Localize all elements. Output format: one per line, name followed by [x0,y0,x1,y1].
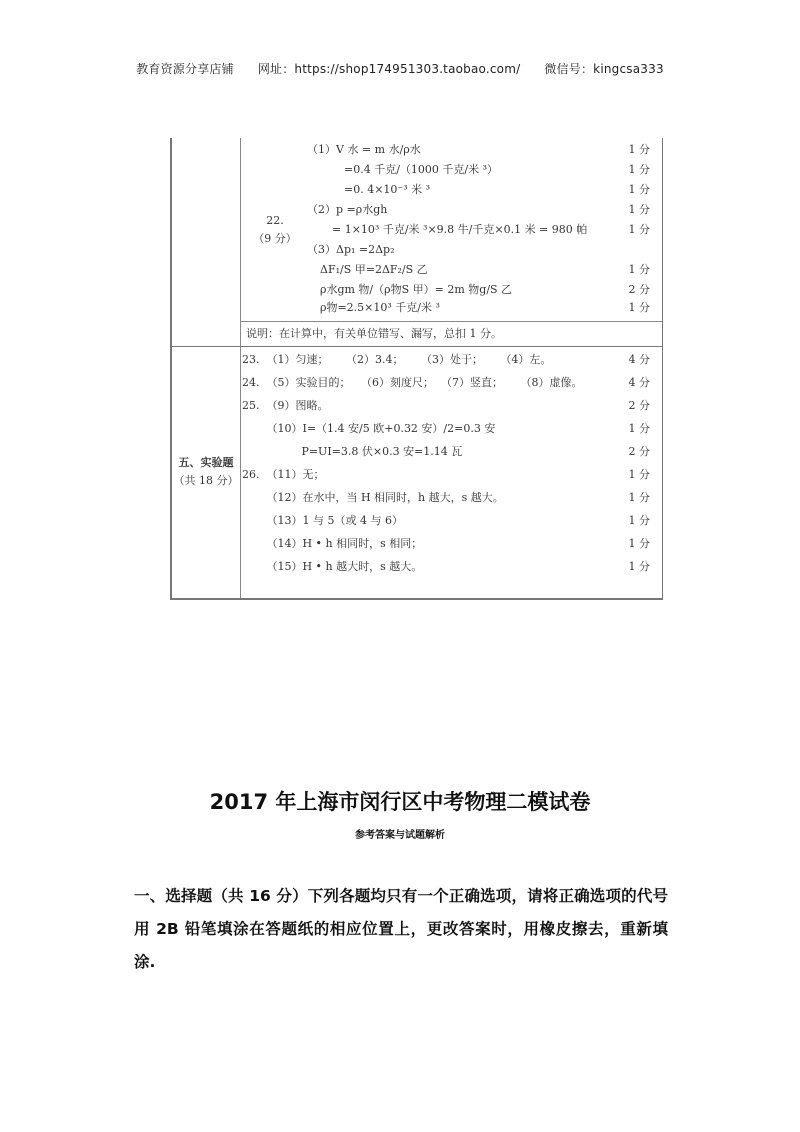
table-row: （1）V 水 = m 水/ρ水 1 分 [307,143,650,156]
table-row: 24. （5）实验目的； （6）刻度尺； （7）竖直； （8）虚像。 4 分 [242,376,650,389]
table-row: ρ物=2.5×10³ 千克/米 ³ 1 分 [320,301,650,314]
table-row: 26. （11）无； 1 分 [242,468,650,481]
answer-table [170,138,663,600]
shop-name: 教育资源分享店铺 [136,62,234,76]
table-row: =0. 4×10⁻³ 米 ³ 1 分 [344,183,650,196]
table-row: （13）1 与 5（或 4 与 6） 1 分 [242,514,650,527]
column-divider [240,348,241,598]
scoring-note: 说明：在计算中，有关单位错写、漏写，总扣 1 分。 [246,327,502,340]
table-row: = 1×10³ 千克/米 ³×9.8 牛/千克×0.1 米 = 980 帕 1 分 [332,223,650,236]
table-row: （10）I=（1.4 安/5 欧+0.32 安）/2=0.3 安 1 分 [242,422,650,435]
section-divider [172,346,662,347]
table-row: （15）H • h 越大时，s 越大。 1 分 [242,560,650,573]
table-row: ρ水gm 物/（ρ物S 甲）= 2m 物g/S 乙 2 分 [320,283,650,296]
table-row: （12）在水中，当 H 相同时，h 越大，s 越大。 1 分 [242,491,650,504]
wechat-id: 微信号：kingcsa333 [544,62,664,76]
section-heading: 一、选择题（共 16 分）下列各题均只有一个正确选项，请将正确选项的代号用 2B 铅笔填涂在答题纸的相应位置上，更改答案时，用橡皮擦去，重新填涂. [134,887,668,971]
table-row: 25. （9）图略。 2 分 [242,399,650,412]
table-row: （2）p =ρ水gh 1 分 [307,203,650,216]
q22-label: 22. （9 分） [253,214,297,245]
note-divider [240,321,662,322]
table-row: ΔF₁/S 甲=2ΔF₂/S 乙 1 分 [320,263,650,276]
section5-label: 五、实验题 （共 18 分） [173,456,239,487]
page-title: 2017 年上海市闵行区中考物理二模试卷 [209,790,591,814]
table-row: 23. （1）匀速； （2）3.4； （3）处于； （4）左。 4 分 [242,353,650,366]
table-row: =0.4 千克/（1000 千克/米 ³） 1 分 [344,163,650,176]
shop-url[interactable]: 网址：https://shop174951303.taobao.com/ [257,62,521,76]
page-header [0,60,800,77]
table-row: （3）Δp₁ =2Δp₂ [307,243,395,256]
table-row: P=UI=3.8 伏×0.3 安=1.14 瓦 2 分 [242,445,650,458]
page-subtitle: 参考答案与试题解析 [355,830,445,841]
table-row: （14）H • h 相同时，s 相同； 1 分 [242,537,650,550]
